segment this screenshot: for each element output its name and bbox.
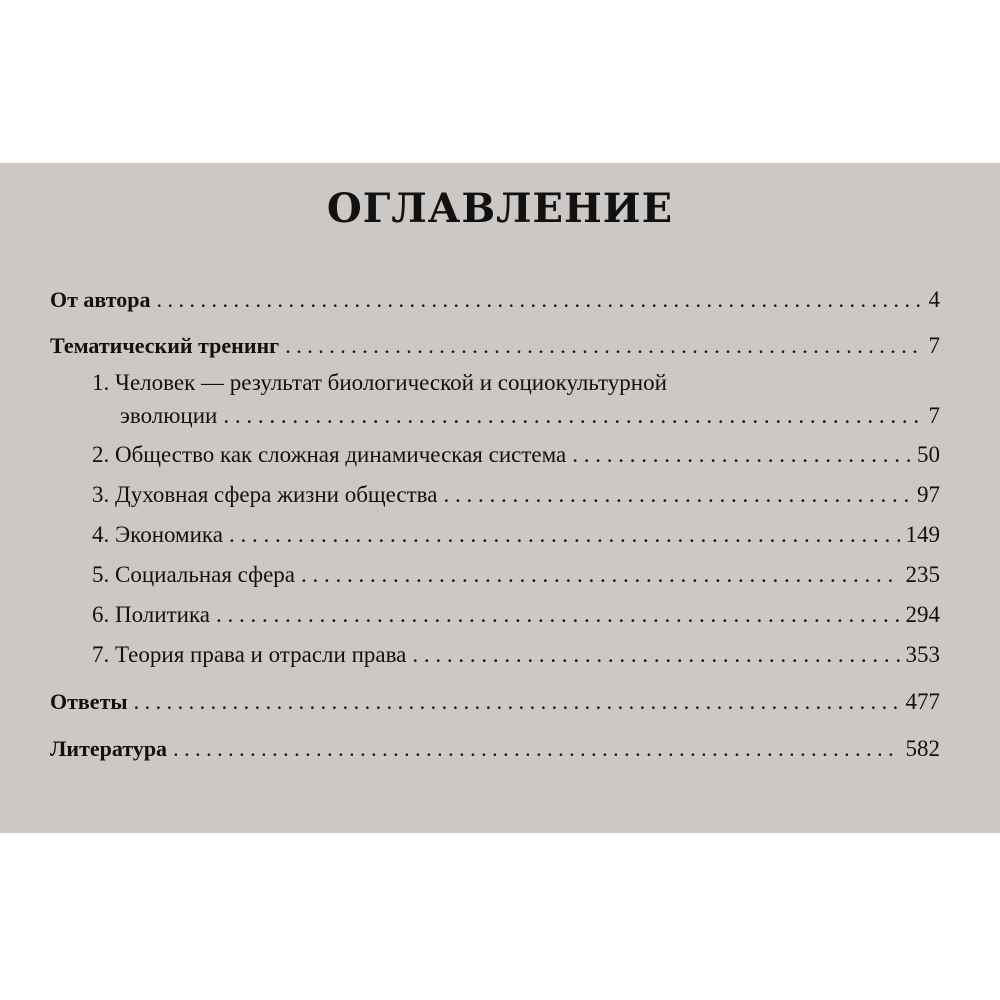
dot-leader [443, 482, 911, 508]
toc-entry-spiritual [92, 482, 940, 508]
toc-entry-politics [92, 602, 940, 628]
toc-entry-page: 235 [905, 562, 940, 587]
toc-entry-label: 6. Политика [92, 602, 210, 627]
dot-leader [173, 736, 899, 762]
toc-entry-human-line1: 1. Человек — результат биологической и социокультурной [92, 370, 667, 395]
toc-entry-label: эволюции [120, 403, 218, 428]
toc-entry-page: 582 [905, 736, 940, 761]
dot-leader [572, 442, 911, 468]
toc-entry-page: 477 [905, 689, 940, 714]
toc-entry-label: 3. Духовная сфера жизни общества [92, 482, 438, 507]
toc-entry-label: 4. Экономика [92, 522, 223, 547]
book-page [0, 163, 1000, 833]
toc-entry-label: 2. Общество как сложная динамическая система [92, 442, 567, 467]
toc-entry-from-author [50, 287, 940, 313]
toc-entry-page: 7 [928, 333, 940, 358]
toc-entry-law [92, 642, 940, 668]
dot-leader [223, 403, 922, 429]
toc-entry-page: 97 [917, 482, 940, 507]
toc-entry-page: 294 [905, 602, 940, 627]
page-title: ОГЛАВЛЕНИЕ [326, 185, 674, 232]
dot-leader [157, 287, 923, 313]
toc-entry-label: Ответы [50, 689, 128, 714]
toc-entry-label: Тематический тренинг [50, 333, 280, 358]
toc-entry-label: От автора [50, 287, 151, 312]
toc-entry-thematic-training [50, 333, 940, 359]
toc-entry-page: 4 [928, 287, 940, 312]
toc-entry-label: Литература [50, 736, 168, 761]
toc-entry-page: 353 [905, 642, 940, 667]
toc-entry-page: 149 [905, 522, 940, 547]
dot-leader [229, 522, 900, 548]
toc-entry-label: 7. Теория права и отрасли права [92, 642, 407, 667]
dot-leader [134, 689, 900, 715]
dot-leader [285, 333, 922, 359]
toc-entry-economics [92, 522, 940, 548]
toc-entry-social [92, 562, 940, 588]
toc-entry-page: 50 [917, 442, 940, 467]
toc-entry-literature [50, 736, 940, 762]
dot-leader [301, 562, 900, 588]
dot-leader [216, 602, 900, 628]
toc-entry-answers [50, 689, 940, 715]
toc-entry-page: 7 [928, 403, 940, 428]
toc-entry-label: 5. Социальная сфера [92, 562, 295, 587]
toc-entry-society [92, 442, 940, 468]
toc-entry-human [120, 403, 940, 429]
dot-leader [412, 642, 899, 668]
